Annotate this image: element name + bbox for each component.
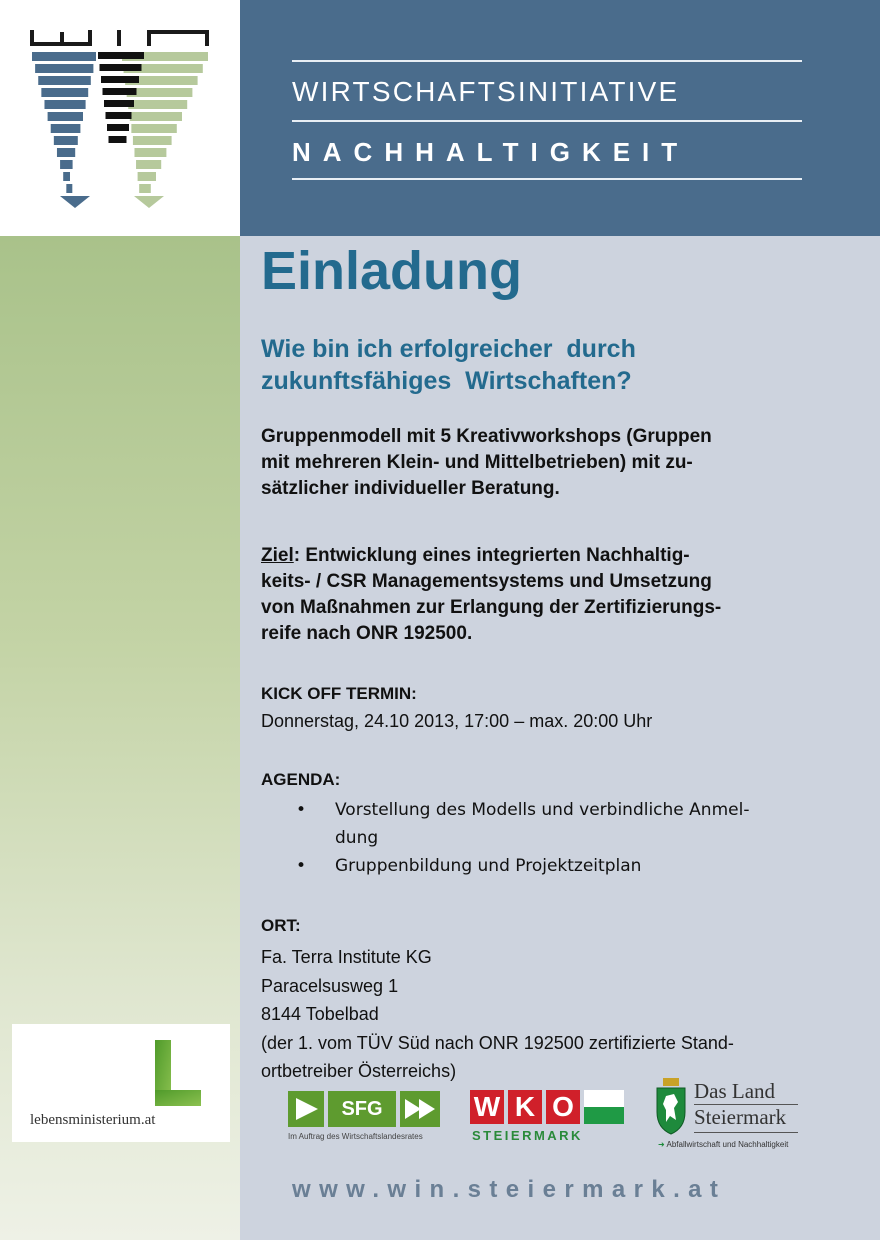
banner-subtitle: NACHHALTIGKEIT (292, 137, 690, 167)
steiermark-caption-text: Abfallwirtschaft und Nachhaltigkeit (666, 1140, 789, 1149)
location-address (261, 943, 734, 1086)
list-item (296, 852, 816, 880)
address-line: (der 1. vom TÜV Süd nach ONR 192500 zertifizierte Stand- (261, 1032, 734, 1053)
agenda-line: Gruppenbildung und Projektzeitplan (335, 856, 642, 876)
footer-url[interactable]: www.win.steiermark.at (292, 1176, 727, 1203)
sfg-label: SFG (328, 1091, 396, 1127)
agenda-line: dung (335, 828, 379, 848)
question-line: Wie bin ich erfolgreicher durch (261, 335, 636, 363)
kickoff-date: Donnerstag, 24.10 2013, 17:00 – max. 20:00 Uhr (261, 711, 653, 731)
address-line: Paracelsusweg 1 (261, 975, 399, 996)
goal-line: von Maßnahmen zur Erlangung der Zertifizierungs- (261, 597, 722, 618)
wko-logo (470, 1090, 630, 1148)
wko-caption: STEIERMARK (472, 1128, 583, 1143)
steiermark-line: Steiermark (694, 1105, 787, 1129)
agenda-heading: AGENDA: (261, 770, 341, 789)
question-heading (261, 333, 636, 397)
play-arrow-icon (288, 1091, 324, 1127)
fast-forward-icon (400, 1091, 440, 1127)
agenda-line: Vorstellung des Modells und verbindliche Anmel- (335, 800, 750, 820)
win-logo (0, 0, 240, 236)
intro-paragraph (261, 424, 831, 502)
divider (694, 1104, 798, 1105)
sfg-caption: Im Auftrag des Wirtschaftslandesrates (288, 1132, 423, 1141)
sfg-logo (288, 1091, 444, 1147)
arrow-right-icon: ➜ (658, 1140, 667, 1149)
wko-letter: O (546, 1090, 580, 1124)
banner-title: WIRTSCHAFTSINITIATIVE (292, 76, 680, 107)
header-banner (240, 0, 880, 236)
kickoff-heading: KICK OFF TERMIN: (261, 684, 417, 703)
address-line: ortbetreiber Österreichs) (261, 1061, 457, 1081)
goal-paragraph (261, 543, 831, 647)
wko-letter: K (508, 1090, 542, 1124)
bullet-icon: • (296, 800, 307, 820)
page-title: Einladung (261, 241, 522, 301)
divider (694, 1132, 798, 1133)
address-line: 8144 Tobelbad (261, 1004, 379, 1024)
banner-rule (292, 60, 802, 62)
goal-text: : Entwicklung eines integrierten Nachhaltig- (293, 545, 690, 566)
intro-line: mit mehreren Klein- und Mittelbetrieben) mit zu- (261, 452, 693, 473)
wko-letter: W (470, 1090, 504, 1124)
steiermark-logo (654, 1076, 800, 1154)
bullet-icon: • (296, 856, 307, 876)
goal-line: keits- / CSR Managementsystems und Umsetzung (261, 571, 712, 592)
location-heading: ORT: (261, 916, 301, 935)
goal-line: reife nach ONR 192500. (261, 623, 473, 644)
win-logo-graphic (0, 0, 240, 236)
question-line: zukunftsfähiges Wirtschaften? (261, 367, 632, 395)
coat-of-arms-icon (654, 1078, 688, 1136)
intro-line: sätzlicher individueller Beratung. (261, 478, 560, 499)
list-item (296, 796, 816, 852)
banner-rule (292, 120, 802, 122)
green-flag-icon (584, 1090, 624, 1124)
lebensministerium-text: lebensministerium.at (30, 1112, 156, 1128)
banner-rule (292, 178, 802, 180)
steiermark-caption (658, 1140, 788, 1149)
goal-line (261, 543, 831, 569)
goal-label: Ziel (261, 545, 294, 566)
agenda-list (296, 796, 816, 880)
intro-line: Gruppenmodell mit 5 Kreativworkshops (Gruppen (261, 426, 712, 447)
address-line: Fa. Terra Institute KG (261, 947, 432, 967)
steiermark-line: Das Land (694, 1079, 776, 1103)
